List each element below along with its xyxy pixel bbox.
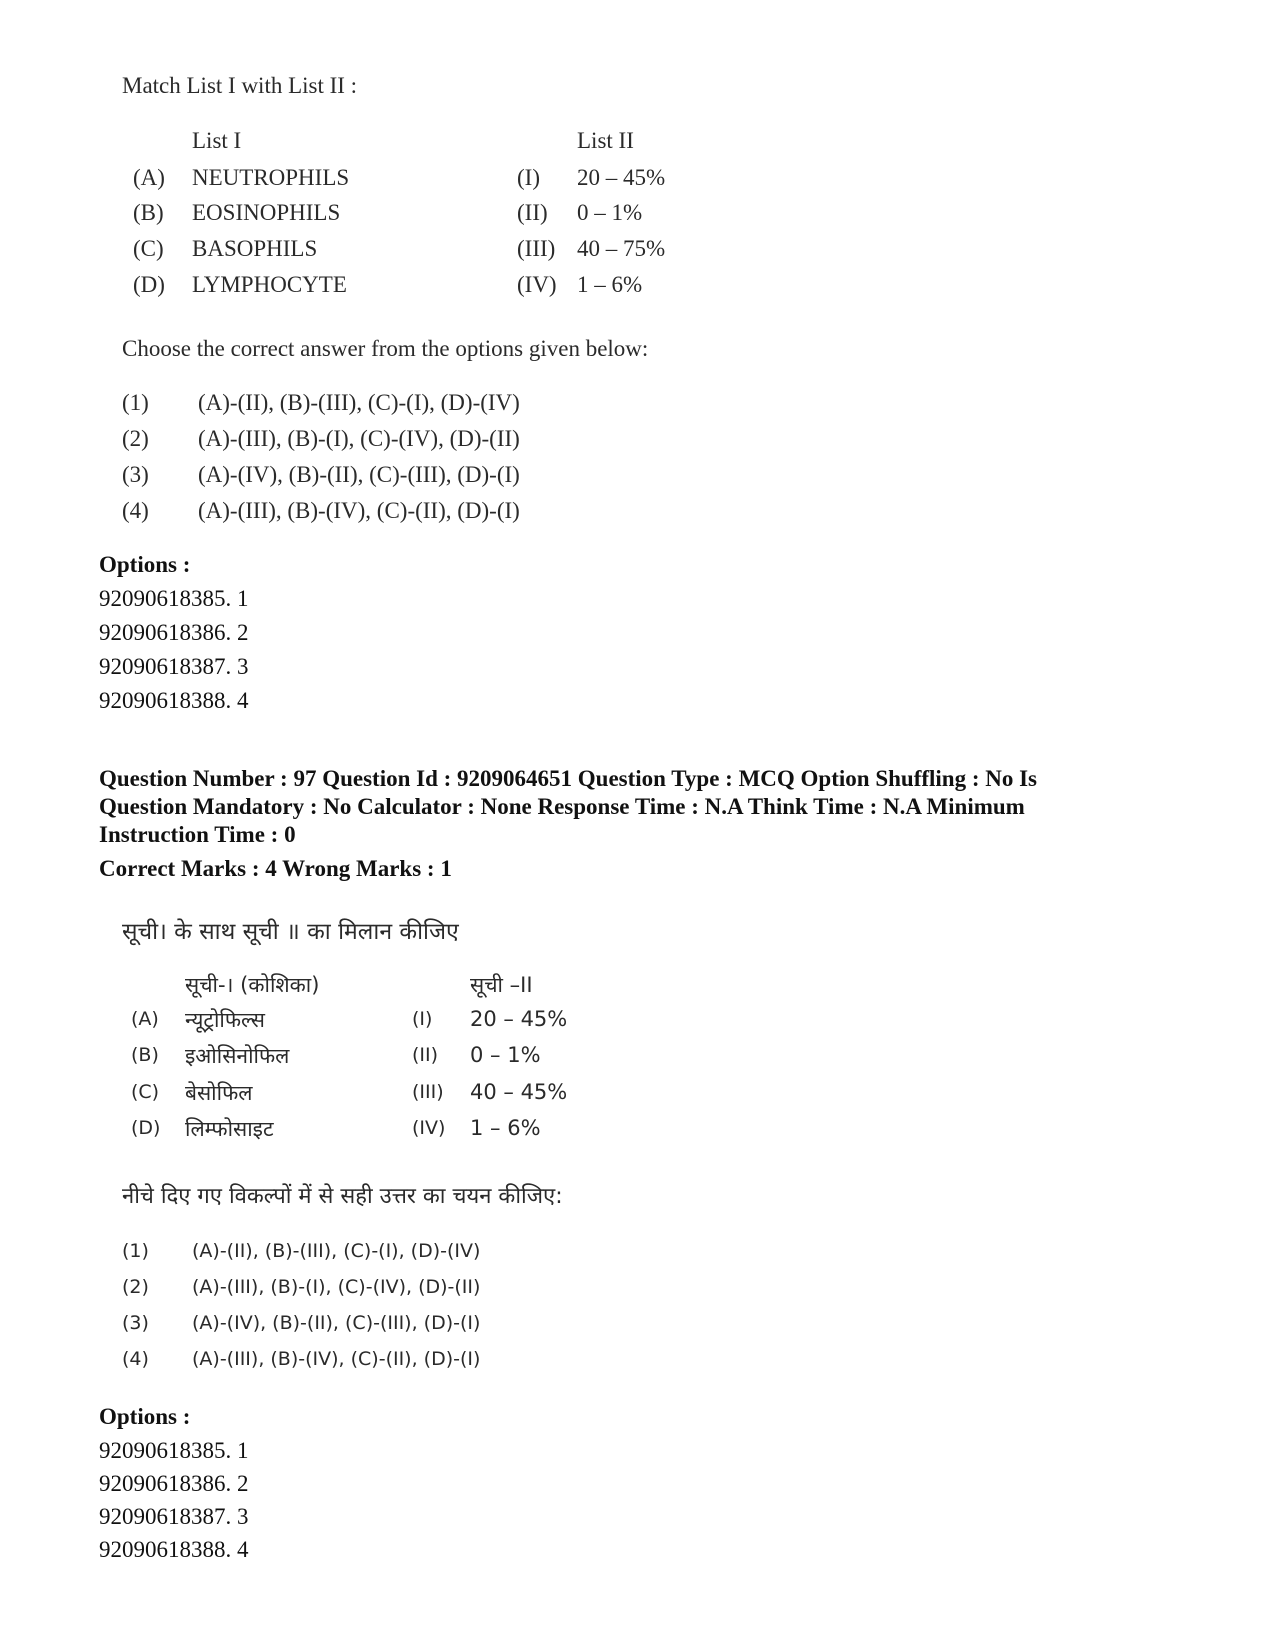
row-value: 0 – 1% <box>577 200 643 225</box>
option-item: 92090618387. 3 <box>99 1504 249 1529</box>
row-item: बेसोफिल <box>185 1081 253 1105</box>
row-value: 0 – 1% <box>470 1043 541 1067</box>
answer-number: (3) <box>122 462 149 487</box>
option-item: 92090618388. 4 <box>99 688 249 713</box>
row-letter: (B) <box>133 200 164 225</box>
answer-text: (A)-(II), (B)-(III), (C)-(I), (D)-(IV) <box>198 390 520 415</box>
row-letter: (A) <box>133 165 165 190</box>
match-instruction: सूची। के साथ सूची ॥ का मिलान कीजिए <box>122 919 459 945</box>
option-item: 92090618385. 1 <box>99 1438 249 1463</box>
answer-number: (4) <box>122 498 149 523</box>
choose-instruction: Choose the correct answer from the options given below: <box>122 336 649 361</box>
match-instruction: Match List I with List II : <box>122 73 358 98</box>
row-roman: (III) <box>412 1081 444 1103</box>
answer-number: (4) <box>122 1348 149 1370</box>
row-roman: (IV) <box>517 272 557 297</box>
row-item: NEUTROPHILS <box>192 165 350 190</box>
answer-text: (A)-(III), (B)-(IV), (C)-(II), (D)-(I) <box>198 498 520 523</box>
row-item: लिम्फोसाइट <box>185 1117 274 1141</box>
question-meta-line: Question Mandatory : No Calculator : None Response Time : N.A Think Time : N.A Minimum <box>99 794 1025 819</box>
option-item: 92090618386. 2 <box>99 620 249 645</box>
choose-instruction: नीचे दिए गए विकल्पों में से सही उत्तर का चयन कीजिए: <box>122 1184 563 1209</box>
option-item: 92090618386. 2 <box>99 1471 249 1496</box>
row-letter: (D) <box>133 272 165 297</box>
row-item: BASOPHILS <box>192 236 318 261</box>
option-item: 92090618388. 4 <box>99 1537 249 1562</box>
row-roman: (II) <box>517 200 548 225</box>
answer-number: (1) <box>122 390 149 415</box>
option-item: 92090618387. 3 <box>99 654 249 679</box>
row-letter: (B) <box>131 1044 159 1066</box>
answer-number: (2) <box>122 1276 149 1298</box>
list-1-header: सूची-। (कोशिका) <box>185 973 320 997</box>
row-roman: (II) <box>412 1044 439 1066</box>
row-item: इओसिनोफिल <box>185 1044 290 1068</box>
row-value: 20 – 45% <box>577 165 666 190</box>
row-roman: (III) <box>517 236 556 261</box>
row-letter: (A) <box>131 1008 159 1030</box>
row-roman: (IV) <box>412 1117 446 1139</box>
question-97-metadata <box>99 766 1249 886</box>
row-value: 1 – 6% <box>470 1116 541 1140</box>
marks-line: Correct Marks : 4 Wrong Marks : 1 <box>99 856 452 881</box>
list-1-header: List I <box>192 128 242 153</box>
row-roman: (I) <box>517 165 540 190</box>
answer-text: (A)-(II), (B)-(III), (C)-(I), (D)-(IV) <box>192 1240 481 1262</box>
answer-text: (A)-(III), (B)-(I), (C)-(IV), (D)-(II) <box>192 1276 481 1298</box>
options-label: Options : <box>99 1404 191 1429</box>
answer-number: (2) <box>122 426 149 451</box>
answer-text: (A)-(IV), (B)-(II), (C)-(III), (D)-(I) <box>192 1312 481 1334</box>
answer-text: (A)-(III), (B)-(I), (C)-(IV), (D)-(II) <box>198 426 520 451</box>
answer-number: (1) <box>122 1240 149 1262</box>
row-item: EOSINOPHILS <box>192 200 341 225</box>
row-letter: (C) <box>133 236 164 261</box>
option-item: 92090618385. 1 <box>99 586 249 611</box>
answer-text: (A)-(IV), (B)-(II), (C)-(III), (D)-(I) <box>198 462 520 487</box>
row-value: 20 – 45% <box>470 1007 568 1031</box>
row-letter: (C) <box>131 1081 160 1103</box>
row-item: LYMPHOCYTE <box>192 272 347 297</box>
list-2-header: List II <box>577 128 634 153</box>
row-item: न्यूट्रोफिल्स <box>185 1008 265 1032</box>
list-2-header: सूची –II <box>470 973 533 997</box>
row-roman: (I) <box>412 1008 433 1030</box>
question-meta-line: Instruction Time : 0 <box>99 822 296 847</box>
options-label: Options : <box>99 552 191 577</box>
question-meta-line: Question Number : 97 Question Id : 9209064651 Question Type : MCQ Option Shuffling : No Is <box>99 766 1038 791</box>
question-96-options <box>99 552 1199 722</box>
row-value: 40 – 75% <box>577 236 666 261</box>
answer-number: (3) <box>122 1312 149 1334</box>
question-96-image <box>0 0 1275 540</box>
answer-text: (A)-(III), (B)-(IV), (C)-(II), (D)-(I) <box>192 1348 481 1370</box>
row-letter: (D) <box>131 1117 161 1139</box>
question-97-options <box>99 1404 1199 1574</box>
row-value: 1 – 6% <box>577 272 643 297</box>
question-97-image <box>0 900 1275 1370</box>
row-value: 40 – 45% <box>470 1080 568 1104</box>
